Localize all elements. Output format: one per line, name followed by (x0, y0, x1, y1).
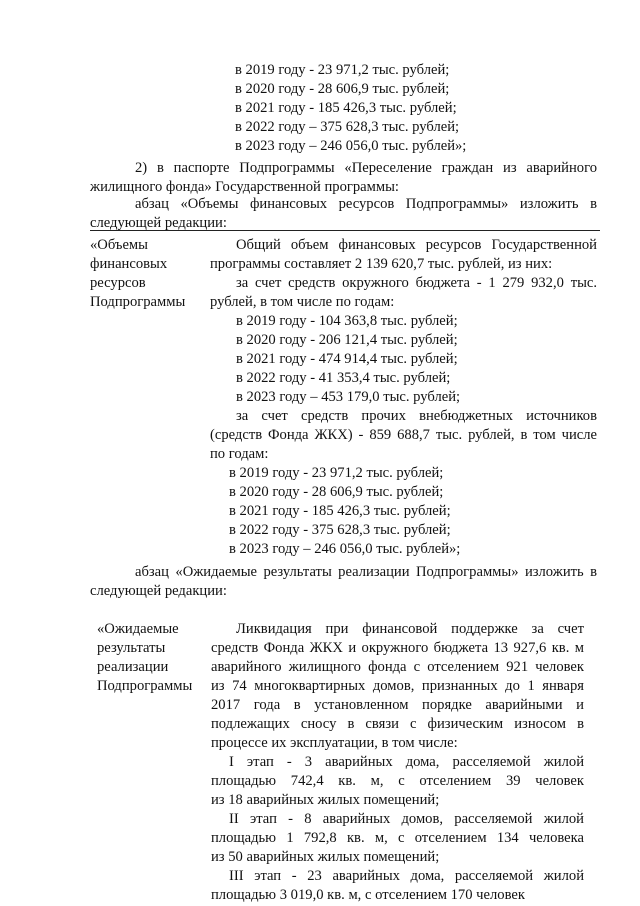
year-line: в 2019 году - 104 363,8 тыс. рублей; (236, 313, 458, 329)
year-line: в 2023 году – 246 056,0 тыс. рублей»; (235, 138, 467, 154)
results-text: Ликвидация при финансовой поддержке за счет (236, 621, 584, 637)
results-text: из 74 многоквартирных домов, признанных до 1 января (211, 678, 584, 694)
table-label: «Ожидаемые (97, 621, 179, 637)
year-line: в 2020 году - 28 606,9 тыс. рублей; (229, 484, 444, 500)
table-label: Подпрограммы (90, 294, 186, 310)
abzac-paragraph: абзац «Ожидаемые результаты реализации Подпрограммы» изложить в (135, 564, 597, 580)
finance-other-text: (средств Фонда ЖКХ) - 859 688,7 тыс. рублей, в том числе (210, 427, 597, 443)
year-line: в 2022 году - 375 628,3 тыс. рублей; (229, 522, 451, 538)
finance-total-text: программы составляет 2 139 620,7 тыс. рублей, из них: (210, 256, 553, 272)
results-stage-text: III этап - 23 аварийных дома, расселяемой жилой (229, 868, 584, 884)
table-label: результаты (97, 640, 166, 656)
results-text: процессе их эксплуатации, в том числе: (211, 735, 458, 751)
abzac-paragraph: абзац «Объемы финансовых ресурсов Подпрограммы» изложить в (135, 196, 597, 212)
finance-total-text: Общий объем финансовых ресурсов Государственной (236, 237, 597, 253)
results-stage-text: II этап - 8 аварийных домов, расселяемой жилой (229, 811, 584, 827)
year-line: в 2023 году – 246 056,0 тыс. рублей»; (229, 541, 461, 557)
abzac-paragraph: следующей редакции: (90, 215, 227, 231)
results-stage-text: из 18 аварийных жилых помещений; (211, 792, 440, 808)
abzac-paragraph: следующей редакции: (90, 583, 227, 599)
results-text: аварийного жилищного фонда с отселением 921 человек (211, 659, 584, 675)
finance-okrug-text: рублей, в том числе по годам: (210, 294, 395, 310)
table-label: Подпрограммы (97, 678, 193, 694)
table-label: «Объемы (90, 237, 148, 253)
table-label: финансовых (90, 256, 168, 272)
item2-paragraph: жилищного фонда» Государственной программы: (90, 179, 399, 195)
results-text: средств Фонда ЖКХ и окружного бюджета 13 927,6 кв. м (211, 640, 584, 656)
year-line: в 2021 году - 185 426,3 тыс. рублей; (229, 503, 451, 519)
year-line: в 2019 году - 23 971,2 тыс. рублей; (235, 62, 450, 78)
year-line: в 2021 году - 474 914,4 тыс. рублей; (236, 351, 458, 367)
item2-paragraph: 2) в паспорте Подпрограммы «Переселение граждан из аварийного (135, 160, 597, 176)
year-line: в 2019 году - 23 971,2 тыс. рублей; (229, 465, 444, 481)
results-stage-text: I этап - 3 аварийных дома, расселяемой жилой (229, 754, 584, 770)
table-label: реализации (97, 659, 169, 675)
year-line: в 2023 году – 453 179,0 тыс. рублей; (236, 389, 461, 405)
year-line: в 2020 году - 28 606,9 тыс. рублей; (235, 81, 450, 97)
year-line: в 2020 году - 206 121,4 тыс. рублей; (236, 332, 458, 348)
results-text: 2017 года в установленном порядке аварийными и (211, 697, 584, 713)
year-line: в 2021 году - 185 426,3 тыс. рублей; (235, 100, 457, 116)
year-line: в 2022 году – 375 628,3 тыс. рублей; (235, 119, 460, 135)
results-stage-text: площадью 1 792,8 кв. м, с отселением 134 человека (211, 830, 584, 846)
finance-okrug-text: за счет средств окружного бюджета - 1 279 932,0 тыс. (236, 275, 597, 291)
results-stage-text: из 50 аварийных жилых помещений; (211, 849, 440, 865)
results-text: подлежащих сносу в связи с физическим износом в (211, 716, 584, 732)
table-top-border (90, 230, 600, 231)
results-stage-text: площадью 3 019,0 кв. м, с отселением 170 человек (211, 887, 525, 903)
year-line: в 2022 году - 41 353,4 тыс. рублей; (236, 370, 451, 386)
finance-other-text: за счет средств прочих внебюджетных источников (236, 408, 597, 424)
results-stage-text: площадью 742,4 кв. м, с отселением 39 человек (211, 773, 584, 789)
finance-other-text: по годам: (210, 446, 269, 462)
table-label: ресурсов (90, 275, 146, 291)
